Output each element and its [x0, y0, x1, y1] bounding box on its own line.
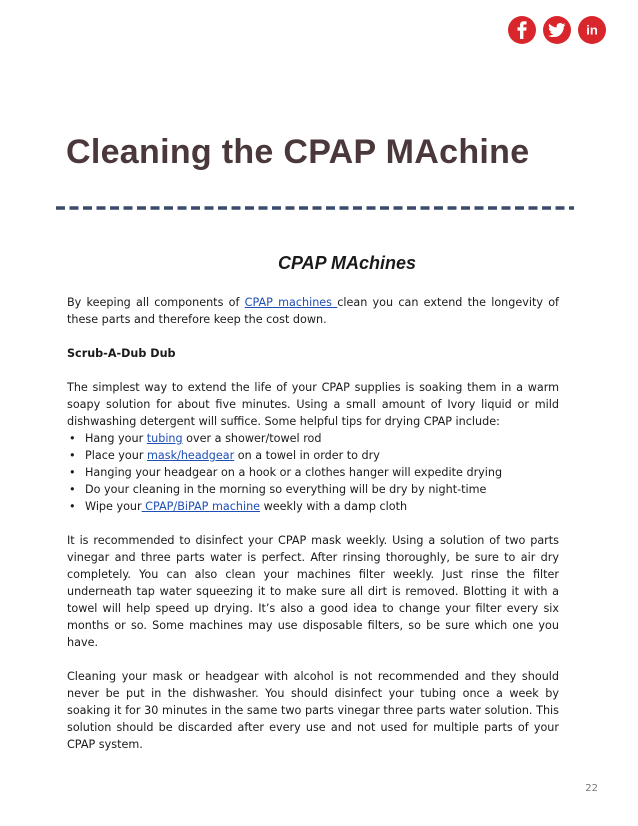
facebook-icon — [516, 21, 528, 39]
facebook-button[interactable] — [508, 16, 536, 44]
linkedin-icon — [583, 22, 601, 38]
page-number: 22 — [585, 783, 598, 794]
list-item: • Hanging your headgear on a hook or a clothes hanger will expedite drying — [67, 464, 559, 481]
article-body — [67, 294, 559, 753]
list-item: • Hang your tubing over a shower/towel rod — [67, 430, 559, 447]
page-title: Cleaning the CPAP MAchine — [66, 133, 530, 171]
list-item: • Do your cleaning in the morning so everything will be dry by night-time — [67, 481, 559, 498]
paragraph-disinfect: It is recommended to disinfect your CPAP mask weekly. Using a solution of two parts vinegar and three parts water is perfect. After rinsing thoroughly, be sure to air dry completely. You can also clean your machines filter weekly. Just rinse the filter underneath tap water squeezing it to make sure all dirt is removed. Blotting it with a towel will help speed up drying. It’s also a good idea to change your filter every six months or so. Some machines may use disposable filters, so be sure which one you have. — [67, 534, 559, 649]
cpap-bipap-machine-link[interactable]: CPAP/BiPAP machine — [141, 500, 261, 513]
section-subtitle: CPAP MAchines — [277, 253, 417, 273]
cpap-machines-link[interactable]: CPAP machines — [244, 296, 338, 309]
intro-paragraph: By keeping all components of CPAP machines clean you can extend the longevity of these parts and therefore keep the cost down. — [67, 296, 559, 326]
paragraph-alcohol: Cleaning your mask or headgear with alcohol is not recommended and they should never be put in the dishwasher. You should disinfect your tubing once a week by soaking it for 30 minutes in the same two parts vinegar three parts water solution. This solution should be discarded after every use and not used for multiple parts of your CPAP system. — [67, 670, 559, 751]
mask-headgear-link[interactable]: mask/headgear — [147, 449, 235, 462]
twitter-bird-icon — [548, 23, 566, 37]
paragraph-soaking: The simplest way to extend the life of your CPAP supplies is soaking them in a warm soapy solution for about five minutes. Using a small amount of Ivory liquid or mild dishwashing detergent will suffice. Some helpful tips for drying CPAP include: — [67, 381, 559, 428]
tubing-link[interactable]: tubing — [146, 432, 183, 445]
dashed-divider — [56, 202, 574, 214]
drying-tips-list — [67, 430, 559, 515]
svg-text:in: in — [586, 22, 598, 38]
list-item: • Wipe your CPAP/BiPAP machine weekly with a damp cloth — [67, 498, 559, 515]
linkedin-button[interactable] — [578, 16, 606, 44]
twitter-button[interactable] — [543, 16, 571, 44]
section-heading: Scrub-A-Dub Dub — [67, 347, 176, 360]
list-item: • Place your mask/headgear on a towel in order to dry — [67, 447, 559, 464]
social-icons — [508, 16, 606, 44]
